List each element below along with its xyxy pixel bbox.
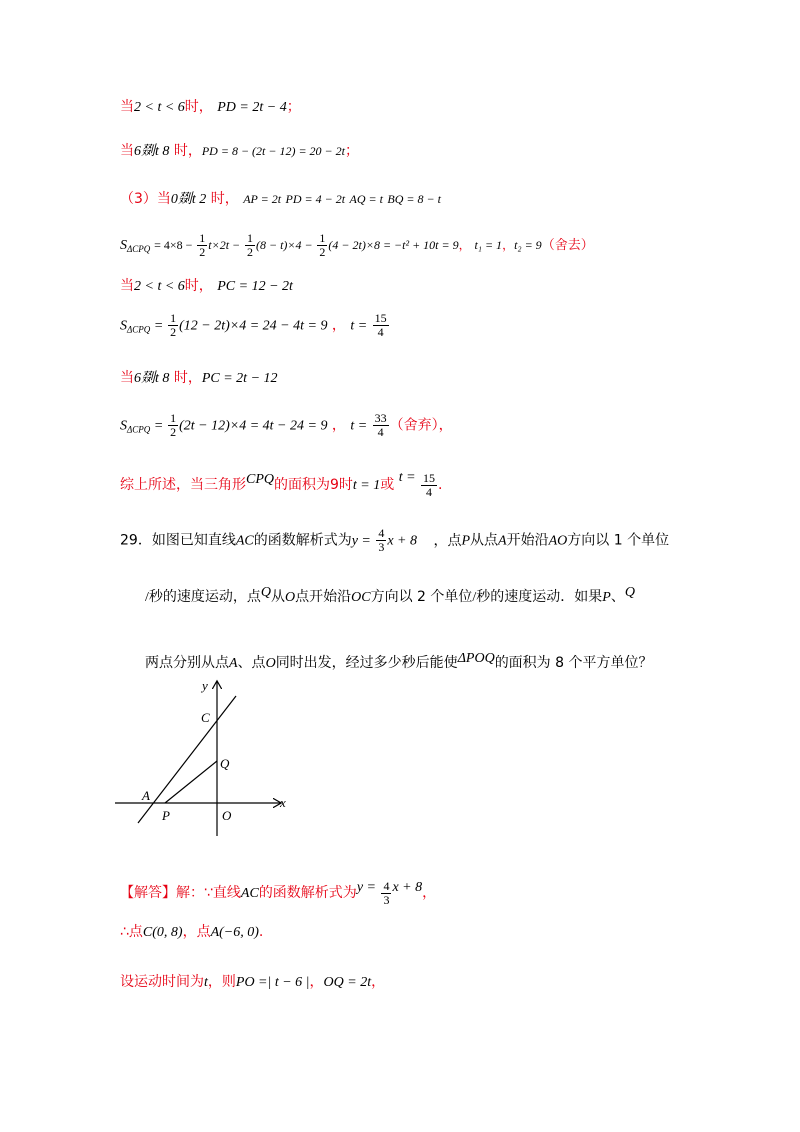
text: 的函数解析式为: [253, 532, 352, 549]
text: 时，: [184, 99, 213, 115]
math: S: [120, 418, 127, 434]
math: PD = 8 − (2t − 12) = 20 − 2t: [201, 144, 345, 158]
math: AP = 2t: [243, 192, 282, 206]
text: 或: [380, 477, 395, 493]
text: 当: [120, 143, 134, 159]
math: 2 < t < 6: [134, 279, 185, 294]
area-eq-3: [120, 412, 453, 440]
text: ，点: [182, 924, 211, 940]
fraction: $\frac{1}{2}$: [170, 411, 177, 439]
text: 同时出发，经过多少秒后能使: [275, 655, 458, 671]
math: t×2t −: [208, 238, 241, 252]
problem-29-line-2: [145, 583, 635, 608]
problem-29-line-3: [145, 649, 653, 674]
case-line-5: [120, 276, 293, 297]
math: C(0, 8): [142, 925, 183, 940]
math: AC: [235, 533, 254, 549]
math: PD = 2t − 4: [217, 100, 287, 115]
math: t =: [350, 418, 368, 434]
coordinate-figure: [110, 676, 310, 836]
fraction: $\frac{4}{3}$: [378, 526, 385, 554]
math: ΔCPQ: [127, 424, 151, 435]
math: =: [154, 318, 163, 334]
answer-line-1: [120, 878, 436, 907]
math: t =: [398, 470, 416, 485]
math: AC: [240, 886, 259, 901]
text: 当: [120, 99, 134, 115]
text: ；: [286, 99, 301, 115]
math: (4 − 2t)×8 = −t² + 10t = 9: [328, 238, 459, 252]
answer-line-2: [120, 922, 263, 943]
math: (2t − 12)×4 = 4t − 24 = 9: [179, 418, 328, 434]
text: 当: [120, 370, 134, 386]
math: A: [229, 656, 238, 671]
problem-29-line-1: [120, 527, 669, 554]
text: 时，: [173, 370, 202, 386]
label-p: P: [162, 808, 170, 823]
math: t: [204, 975, 208, 990]
fraction: $\frac{15}{4}$: [423, 470, 436, 499]
math: t = 1: [352, 478, 381, 493]
math: (8 − t)×4 −: [255, 238, 313, 252]
math: P: [461, 533, 471, 549]
math: 2 < t < 6: [134, 100, 185, 115]
label-o: O: [222, 808, 232, 823]
text: （3）当: [120, 191, 171, 207]
case-line-2: [120, 141, 359, 162]
fraction: $\frac{1}{2}$: [199, 231, 206, 259]
math: A: [498, 533, 507, 549]
text: 秒的速度运动．如果: [476, 589, 603, 605]
math: ΔCPQ: [127, 324, 151, 335]
math: AO: [548, 533, 568, 549]
math: y =: [351, 533, 371, 549]
math: PC = 12 − 2t: [217, 279, 293, 294]
fraction: $\frac{33}{4}$: [374, 411, 387, 439]
text: （舍去）: [541, 238, 594, 253]
text: ，则: [207, 974, 236, 990]
text: ，: [331, 317, 346, 334]
text: 方向以 1 个单位: [567, 532, 670, 549]
text: ∵直线: [204, 885, 241, 901]
math: BQ = 8 − t: [387, 192, 441, 206]
text: ，: [309, 974, 324, 990]
math: t₁ = 1: [474, 238, 503, 252]
fraction: $\frac{15}{4}$: [374, 311, 387, 339]
math: A(−6, 0): [210, 925, 259, 940]
text: ，: [458, 238, 471, 252]
text: ；: [345, 143, 359, 159]
text: 设运动时间为: [120, 974, 204, 990]
text: ，: [371, 974, 386, 990]
math: O: [285, 590, 296, 605]
fraction: $\frac{1}{2}$: [319, 231, 326, 259]
math: 6剟t 8: [134, 371, 170, 386]
fraction: $\frac{1}{2}$: [246, 231, 253, 259]
math: 0剟t 2: [170, 192, 207, 207]
text: 、: [610, 589, 625, 605]
label-y: y: [202, 678, 208, 693]
fraction: $\frac{1}{2}$: [170, 311, 177, 339]
area-eq-1: [120, 232, 594, 259]
math: PO =| t − 6 |: [235, 975, 310, 990]
math: PC = 2t − 12: [201, 371, 278, 386]
math: /: [472, 590, 477, 605]
text: 的面积为9时: [274, 477, 353, 493]
text: 综上所述，当三角形: [120, 477, 246, 493]
label-c: C: [201, 710, 210, 725]
text: 秒的速度运动，点: [148, 589, 261, 605]
math: ΔPOQ: [457, 651, 495, 666]
text: 两点分别从点: [145, 655, 229, 671]
text: ，: [331, 417, 346, 434]
math: Q: [624, 585, 635, 600]
answer-line-3: [120, 972, 385, 993]
text: 的函数解析式为: [258, 885, 357, 901]
text: 点开始沿: [295, 589, 352, 605]
text: 、点: [237, 655, 266, 671]
text: ，: [422, 885, 437, 901]
math: O: [265, 656, 276, 671]
math: t =: [350, 318, 368, 334]
text: （舍弃），: [389, 417, 453, 434]
case-line-7: [120, 368, 278, 389]
label-x: x: [280, 795, 286, 810]
text: .: [438, 477, 443, 493]
fraction: $\frac{4}{3}$: [383, 878, 390, 907]
text: 从: [271, 589, 286, 605]
text: 时，: [184, 278, 213, 294]
text: 时，: [173, 143, 202, 159]
label-a: A: [142, 788, 150, 803]
text: ，点: [433, 532, 462, 549]
text: 【解答】解：: [120, 885, 204, 901]
math: OC: [351, 590, 371, 605]
text: 从点: [470, 532, 499, 549]
math: /: [145, 590, 149, 605]
case-line-1: [120, 97, 301, 118]
math: PD = 4 − 2t: [285, 192, 346, 206]
math: x + 8: [392, 880, 423, 895]
math: =: [154, 418, 163, 434]
math: AQ = t: [349, 192, 383, 206]
math: ΔCPQ: [127, 244, 151, 254]
math: P: [602, 590, 611, 605]
text: .: [258, 924, 264, 940]
area-eq-2: [120, 312, 390, 340]
math: 6剟t 8: [134, 144, 170, 159]
math: OQ = 2t: [323, 975, 372, 990]
part3-line: [120, 189, 441, 210]
label-q: Q: [220, 756, 230, 771]
text: 时，: [210, 191, 239, 207]
text: 29．如图已知直线: [120, 532, 236, 549]
math: S: [120, 238, 127, 253]
math: S: [120, 318, 127, 334]
math: CPQ: [246, 472, 274, 487]
math: y =: [356, 880, 376, 895]
math: (12 − 2t)×4 = 24 − 4t = 9: [179, 318, 328, 334]
text: 当: [120, 278, 134, 294]
text: 方向以 2 个单位: [370, 589, 473, 605]
text: 的面积为 8 个平方单位？: [494, 655, 653, 671]
segment-pq: [165, 761, 217, 803]
text: ∴点: [120, 924, 143, 940]
math: x + 8: [387, 533, 418, 549]
text: 开始沿: [506, 532, 549, 549]
math: Q: [260, 585, 272, 600]
math: = 4×8 −: [154, 238, 193, 252]
text: ，: [502, 238, 515, 252]
conclusion-line: [120, 468, 442, 499]
math: t₂ = 9: [514, 238, 542, 252]
